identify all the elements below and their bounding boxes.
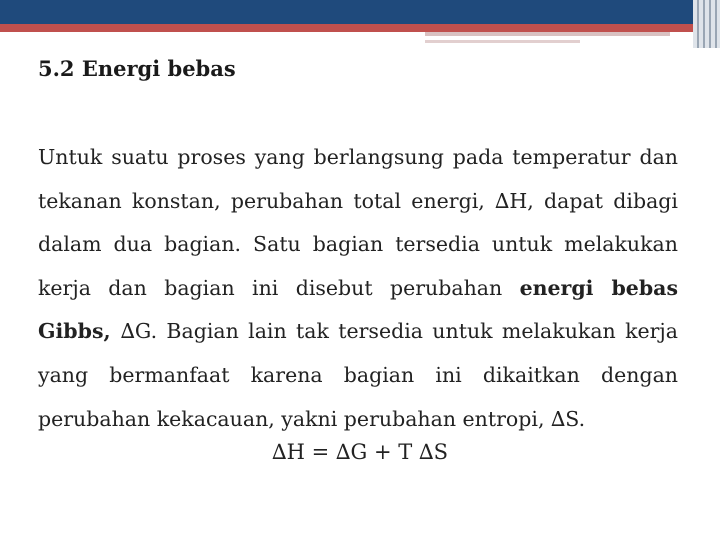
header-corner-decoration xyxy=(693,0,720,48)
equation: ∆H = ∆G + T ∆S xyxy=(271,440,449,464)
header-accent-stripe xyxy=(425,32,670,36)
paragraph-text-part2: . Bagian lain tak tersedia untuk melakukan kerja yang bermanfaat karena bagian ini dikaitkan dengan perubahan kekacauan, yakni perubahan entropi, ∆S. xyxy=(38,319,679,431)
corner-bar xyxy=(709,0,711,48)
paragraph-symbol: ∆G xyxy=(120,319,151,344)
paragraph-bold-term: energi bebas Gibbs, xyxy=(38,275,678,344)
slide-title: 5.2 Energi bebas xyxy=(38,56,236,81)
slide-paragraph xyxy=(38,136,678,441)
paragraph-text-part1: Untuk suatu proses yang berlangsung pada temperatur dan tekanan konstan, perubahan total energi, ∆H, dapat dibagi dalam dua bagian. Satu bagian tersedia untuk melakukan kerja dan bagian ini disebut perubahan xyxy=(38,145,678,300)
header-accent-stripe-small xyxy=(425,40,580,43)
corner-bar xyxy=(697,0,699,48)
header-accent-line xyxy=(0,24,720,32)
corner-bar xyxy=(715,0,717,48)
corner-bar xyxy=(703,0,705,48)
header-bar xyxy=(0,0,720,24)
